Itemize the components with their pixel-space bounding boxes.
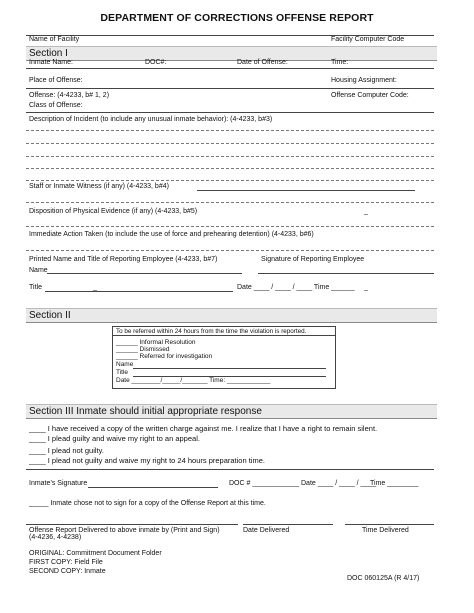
place-of-offense-label: Place of Offense: <box>29 77 83 84</box>
referral-name-line <box>133 368 326 369</box>
inmate-line <box>26 68 434 69</box>
description-line-4 <box>26 168 434 169</box>
description-line-3 <box>26 156 434 157</box>
refused-to-sign: _____ Inmate chose not to sign for a copy of the Offense Report at this time. <box>29 500 266 507</box>
doc-label: DOC#: <box>145 59 167 66</box>
delivered-by-line <box>26 524 238 525</box>
response-not-guilty-waive: ____ I plead not guilty and waive my right to 24 hours preparation time. <box>29 456 265 465</box>
date-delivered-label: Date Delivered <box>243 527 290 534</box>
evidence-label: Disposition of Physical Evidence (if any) (4-4233, b#5) <box>29 208 198 215</box>
inmate-date-label: Date ____ / ____ / ____ <box>301 480 377 487</box>
facility-code-label: Facility Computer Code <box>331 36 405 43</box>
date-of-offense-label: Date of Offense: <box>237 59 288 66</box>
offense-code-label: Offense Computer Code: <box>331 92 409 99</box>
time-label: Time: <box>331 59 349 66</box>
reporter-name-line <box>47 273 242 274</box>
description-label: Description of Incident (to include any unusual inmate behavior): (4-4233, b#3) <box>29 116 273 123</box>
referral-date-time: Date ________/_____/_______ Time: ____________ <box>116 377 271 384</box>
description-line-5 <box>26 180 434 181</box>
class-label: Class of Offense: <box>29 102 83 109</box>
description-line-1 <box>26 130 434 131</box>
reporter-date-time: Date ____ / ____ / ____ Time ______ <box>237 284 355 291</box>
inmate-signature-line <box>88 487 218 488</box>
section-2-heading: Section II <box>26 308 437 323</box>
reporter-title-line <box>45 291 233 292</box>
reporter-title-tail: _ <box>93 284 97 291</box>
date-delivered-line <box>243 524 333 525</box>
reporter-label: Printed Name and Title of Reporting Employee (4-4233, b#7) <box>29 256 218 263</box>
delivered-ref: (4-4236, 4-4238) <box>29 534 82 541</box>
housing-label: Housing Assignment: <box>331 77 397 84</box>
referral-option-dismissed: ______ Dismissed <box>116 346 170 353</box>
action-line <box>26 250 434 251</box>
section-1-heading: Section I <box>26 46 437 61</box>
witness-line <box>197 190 415 191</box>
place-line <box>26 88 434 89</box>
section-3-divider <box>26 469 434 470</box>
reporter-time-tail: _ <box>364 284 368 291</box>
reporter-title-label: Title <box>29 284 42 291</box>
evidence-tail: _ <box>364 208 368 215</box>
class-line <box>26 112 434 113</box>
inmate-signature-label: Inmate’s Signature <box>29 480 88 487</box>
signature-label: Signature of Reporting Employee <box>261 256 365 263</box>
referral-box-header: To be referred within 24 hours from the time the violation is reported. <box>113 327 335 336</box>
witness-line-2 <box>26 202 434 203</box>
delivered-by-label: Offense Report Delivered to above inmate by (Print and Sign) <box>29 527 220 534</box>
inmate-name-label: Inmate Name: <box>29 59 73 66</box>
inmate-doc-label: DOC # ____________ <box>229 480 300 487</box>
time-delivered-line <box>345 524 434 525</box>
response-received-copy: ____ I have received a copy of the written charge against me. I realize that I have a right to remain silent. <box>29 424 378 433</box>
time-delivered-label: Time Delivered <box>362 527 409 534</box>
response-plead-guilty: ____ I plead guilty and waive my right to an appeal. <box>29 434 200 443</box>
form-number: DOC 060125A (R 4/17) <box>347 575 420 582</box>
evidence-line <box>26 226 434 227</box>
referral-box <box>112 326 336 389</box>
copy-second: SECOND COPY: Inmate <box>29 568 106 575</box>
referral-title-label: Title <box>116 369 129 376</box>
reporter-name-label: Name <box>29 267 48 274</box>
referral-option-investigation: ______ Referred for investigation <box>116 353 213 360</box>
page-title: DEPARTMENT OF CORRECTIONS OFFENSE REPORT <box>100 12 374 24</box>
witness-label: Staff or Inmate Witness (if any) (4-4233, b#4) <box>29 183 169 190</box>
copy-first: FIRST COPY: Field File <box>29 559 103 566</box>
action-label: Immediate Action Taken (to include the use of force and prehearing detention) (4-4233, b#6) <box>29 231 314 238</box>
section-3-heading: Section III Inmate should initial appropriate response <box>26 404 437 419</box>
facility-name-label: Name of Facility <box>29 36 80 43</box>
copy-original: ORIGINAL: Commitment Document Folder <box>29 550 162 557</box>
signature-line <box>258 273 434 274</box>
offense-label: Offense: (4-4233, b# 1, 2) <box>29 92 110 99</box>
referral-option-informal: ______ Informal Resolution <box>116 339 196 346</box>
inmate-time-label: Time ________ <box>370 480 419 487</box>
response-not-guilty: ____ I plead not guilty. <box>29 446 104 455</box>
description-line-2 <box>26 143 434 144</box>
referral-name-label: Name <box>116 361 134 368</box>
